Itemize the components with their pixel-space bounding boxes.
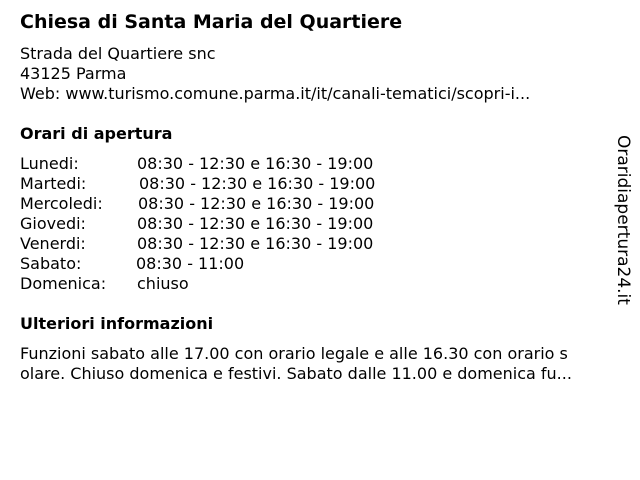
hours-heading: Orari di apertura — [20, 124, 173, 143]
day-label: Domenica: — [20, 274, 107, 293]
time-value: 08:30 - 12:30 e 16:30 - 19:00 — [138, 194, 375, 213]
address-block — [20, 44, 530, 104]
address-city: 43125 Parma — [20, 64, 127, 83]
site-watermark: Oraridiapertura24.it — [613, 135, 633, 305]
day-label: Martedi: — [20, 174, 87, 193]
place-card — [20, 0, 620, 480]
time-value: 08:30 - 12:30 e 16:30 - 19:00 — [139, 174, 376, 193]
day-label: Mercoledi: — [20, 194, 103, 213]
address-street: Strada del Quartiere snc — [20, 44, 216, 63]
website-link[interactable]: Web: www.turismo.comune.parma.it/it/canali-tematici/scopri-i... — [20, 84, 531, 103]
day-label: Sabato: — [20, 254, 82, 273]
time-value: 08:30 - 12:30 e 16:30 - 19:00 — [137, 214, 374, 233]
day-label: Venerdi: — [20, 234, 86, 253]
day-label: Lunedi: — [20, 154, 79, 173]
place-title: Chiesa di Santa Maria del Quartiere — [20, 11, 403, 33]
additional-info-text — [20, 344, 620, 384]
time-value: chiuso — [137, 274, 189, 293]
time-value: 08:30 - 12:30 e 16:30 - 19:00 — [137, 154, 374, 173]
info-heading: Ulteriori informazioni — [20, 314, 214, 333]
day-label: Giovedi: — [20, 214, 86, 233]
time-value: 08:30 - 12:30 e 16:30 - 19:00 — [137, 234, 374, 253]
time-value: 08:30 - 11:00 — [136, 254, 245, 273]
info-line: Funzioni sabato alle 17.00 con orario legale e alle 16.30 con orario s — [20, 344, 568, 363]
info-line: olare. Chiuso domenica e festivi. Sabato dalle 11.00 e domenica fu... — [20, 364, 572, 383]
